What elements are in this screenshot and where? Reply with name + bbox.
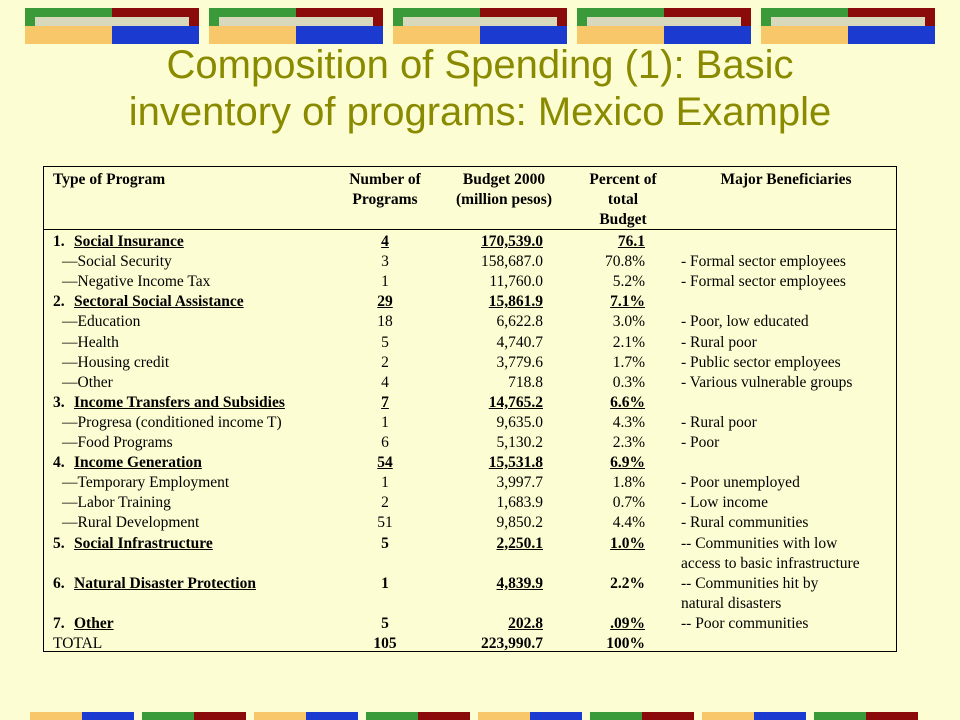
program-count: 2 [381,494,389,512]
program-percent: 4.3% [612,413,645,431]
major-beneficiaries: access to basic infrastructure [681,554,860,572]
program-type: —Health [62,333,119,351]
header-percent-1: Percent of [589,171,657,188]
row-number: 2. [53,293,65,311]
program-type: Social Infrastructure [74,534,213,552]
deco-segment [530,712,582,720]
program-count: 105 [373,635,397,652]
deco-segment [82,712,134,720]
header-bottom-border [43,229,897,230]
deco-segment [30,712,82,720]
program-budget: 223,990.7 [481,635,543,652]
program-type: Other [74,614,114,632]
program-budget: 1,683.9 [496,494,543,512]
program-count: 5 [381,534,389,552]
major-beneficiaries: - Formal sector employees [681,253,846,271]
program-type: TOTAL [53,635,103,652]
program-count: 7 [381,393,389,411]
deco-segment [306,712,358,720]
header-percent-3: Budget [599,211,647,228]
program-budget: 15,531.8 [488,454,543,472]
program-percent: 3.0% [612,313,645,331]
program-count: 18 [377,313,393,331]
bottom-decoration [30,712,940,720]
program-budget: 4,740.7 [496,333,543,351]
deco-segment [642,712,694,720]
major-beneficiaries: - Poor [681,434,720,451]
deco-segment [814,712,866,720]
program-percent: 6.6% [610,393,645,411]
program-percent: 100% [606,635,645,652]
program-percent: 7.1% [610,293,645,311]
header-budget-2: (million pesos) [455,191,553,208]
program-budget: 9,850.2 [496,514,543,532]
header-type: Type of Program [53,171,166,188]
program-type: Income Generation [74,454,202,472]
deco-block [209,8,383,44]
program-budget: 2,250.1 [496,534,543,552]
program-count: 6 [381,434,389,451]
major-beneficiaries: -- Communities hit by [681,574,819,592]
major-beneficiaries: - Rural poor [681,413,757,431]
major-beneficiaries: natural disasters [681,594,782,612]
major-beneficiaries: - Rural poor [681,333,757,351]
page-title [0,42,960,136]
header-number-1: Number of [349,171,421,188]
row-number: 1. [53,233,65,250]
program-percent: 1.7% [612,353,645,371]
table-left-border [43,166,44,652]
deco-block [25,8,199,44]
program-type: Sectoral Social Assistance [74,293,244,311]
program-count: 29 [377,293,393,311]
program-type: Social Insurance [74,233,184,250]
header-budget-1: Budget 2000 [462,171,546,188]
program-budget: 9,635.0 [496,413,543,431]
program-type: —Other [62,373,113,391]
table-right-border [896,166,897,652]
header-number-2: Programs [352,191,418,208]
program-percent: 4.4% [612,514,645,532]
program-count: 1 [381,474,389,492]
deco-segment [194,712,246,720]
program-type: Income Transfers and Subsidies [74,393,285,411]
major-beneficiaries: -- Poor communities [681,614,809,632]
deco-segment [418,712,470,720]
top-decoration [25,8,935,44]
program-type: —Rural Development [62,514,200,532]
program-type: Natural Disaster Protection [74,574,256,592]
program-count: 1 [381,273,389,291]
program-budget: 11,760.0 [489,273,543,291]
major-beneficiaries: - Poor unemployed [681,474,800,492]
program-percent: 0.3% [612,373,645,391]
row-number: 5. [53,534,65,552]
program-percent: 70.8% [604,253,645,271]
row-number: 7. [53,614,65,632]
program-type: —Social Security [62,253,172,271]
header-percent-2: total [607,191,639,208]
row-number: 4. [53,454,65,472]
program-count: 3 [381,253,389,271]
program-budget: 14,765.2 [488,393,543,411]
program-count: 51 [377,514,393,532]
program-budget: 718.8 [508,373,543,391]
program-percent: 2.2% [610,574,645,592]
deco-segment [754,712,806,720]
row-number: 6. [53,574,65,592]
deco-segment [254,712,306,720]
major-beneficiaries: - Formal sector employees [681,273,846,291]
program-count: 1 [381,574,389,592]
program-count: 1 [381,413,389,431]
major-beneficiaries: - Public sector employees [681,353,841,371]
deco-block [577,8,751,44]
programs-table [43,166,897,652]
program-type: —Negative Income Tax [62,273,211,291]
deco-segment [866,712,918,720]
program-count: 4 [381,373,389,391]
deco-segment [142,712,194,720]
program-count: 54 [377,454,393,472]
program-type: —Education [62,313,141,331]
program-budget: 5,130.2 [496,434,543,451]
deco-segment [702,712,754,720]
major-beneficiaries: - Poor, low educated [681,313,809,331]
program-percent: 1.0% [610,534,645,552]
program-count: 5 [381,614,389,632]
program-percent: 0.7% [612,494,645,512]
program-budget: 3,997.7 [496,474,543,492]
deco-block [393,8,567,44]
program-percent: 2.1% [612,333,645,351]
major-beneficiaries: - Rural communities [681,514,809,532]
program-count: 5 [381,333,389,351]
program-count: 2 [381,353,389,371]
deco-segment [366,712,418,720]
program-budget: 158,687.0 [481,253,543,271]
program-budget: 15,861.9 [488,293,543,311]
major-beneficiaries: - Low income [681,494,768,512]
deco-segment [590,712,642,720]
major-beneficiaries: - Various vulnerable groups [681,373,853,391]
program-percent: 1.8% [612,474,645,492]
program-type: —Labor Training [62,494,171,512]
program-type: —Temporary Employment [62,474,230,492]
row-number: 3. [53,393,65,411]
title-line-1: Composition of Spending (1): Basic [166,43,794,87]
program-budget: 3,779.6 [496,353,543,371]
major-beneficiaries: -- Communities with low [681,534,838,552]
deco-segment [478,712,530,720]
program-percent: 5.2% [612,273,645,291]
program-type: —Progresa (conditioned income T) [62,413,282,431]
table-top-border [43,166,897,167]
program-type: —Housing credit [62,353,170,371]
program-budget: 6,622.8 [496,313,543,331]
program-type: —Food Programs [62,434,173,451]
program-budget: 170,539.0 [481,233,543,250]
program-percent: 6.9% [610,454,645,472]
program-percent: 76.1 [617,233,645,250]
program-budget: 4,839.9 [496,574,543,592]
program-count: 4 [381,233,389,250]
program-percent: .09% [610,614,645,632]
program-percent: 2.3% [612,434,645,451]
header-beneficiaries: Major Beneficiaries [720,171,852,188]
title-line-2: inventory of programs: Mexico Example [128,90,832,134]
deco-block [761,8,935,44]
program-budget: 202.8 [508,614,543,632]
